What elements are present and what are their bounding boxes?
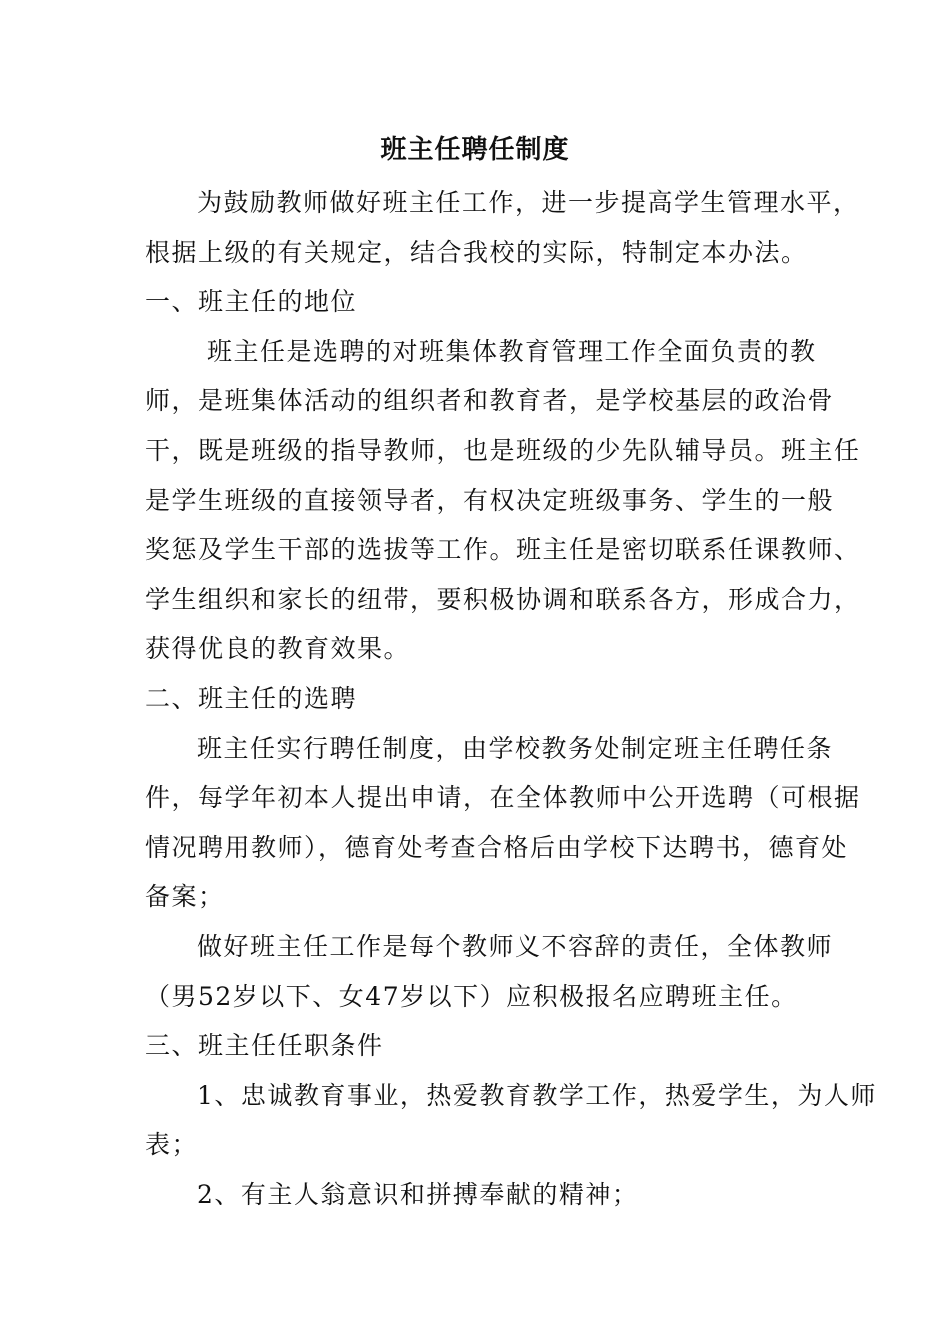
document-body — [145, 178, 877, 1219]
section-heading: 一、班主任的地位 — [145, 287, 358, 317]
paragraph-line: （男52岁以下、女47岁以下）应积极报名应聘班主任。 — [145, 981, 798, 1011]
list-item-line: 表； — [145, 1130, 199, 1160]
paragraph-line: 奖惩及学生干部的选拔等工作。班主任是密切联系任课教师、 — [145, 535, 861, 565]
list-item-line: 1、忠诚教育事业，热爱教育教学工作，热爱学生，为人师 — [197, 1080, 877, 1110]
paragraph-line: 根据上级的有关规定，结合我校的实际，特制定本办法。 — [145, 237, 808, 267]
document-title: 班主任聘任制度 — [380, 135, 570, 165]
list-item-line: 2、有主人翁意识和拼搏奉献的精神； — [197, 1179, 639, 1209]
paragraph-line: 件，每学年初本人提出申请，在全体教师中公开选聘（可根据 — [145, 783, 861, 813]
paragraph-line: 备案； — [145, 882, 225, 912]
paragraph-line: 干，既是班级的指导教师，也是班级的少先队辅导员。班主任 — [145, 435, 861, 465]
paragraph-line: 师，是班集体活动的组织者和教育者，是学校基层的政治骨 — [145, 386, 835, 416]
paragraph-line: 学生组织和家长的纽带，要积极协调和联系各方，形成合力， — [145, 584, 861, 614]
paragraph-line: 为鼓励教师做好班主任工作，进一步提高学生管理水平， — [197, 188, 860, 217]
section-heading: 三、班主任任职条件 — [145, 1031, 384, 1061]
paragraph-line: 情况聘用教师），德育处考查合格后由学校下达聘书，德育处 — [145, 832, 849, 862]
section-heading: 二、班主任的选聘 — [145, 683, 358, 713]
paragraph-line: 获得优良的教育效果。 — [145, 634, 411, 664]
paragraph-line: 班主任实行聘任制度，由学校教务处制定班主任聘任条 — [197, 733, 834, 763]
paragraph-line: 做好班主任工作是每个教师义不容辞的责任，全体教师 — [197, 931, 834, 961]
paragraph-line: 是学生班级的直接领导者，有权决定班级事务、学生的一般 — [145, 485, 835, 515]
paragraph-line: 班主任是选聘的对班集体教育管理工作全面负责的教 — [207, 336, 817, 366]
